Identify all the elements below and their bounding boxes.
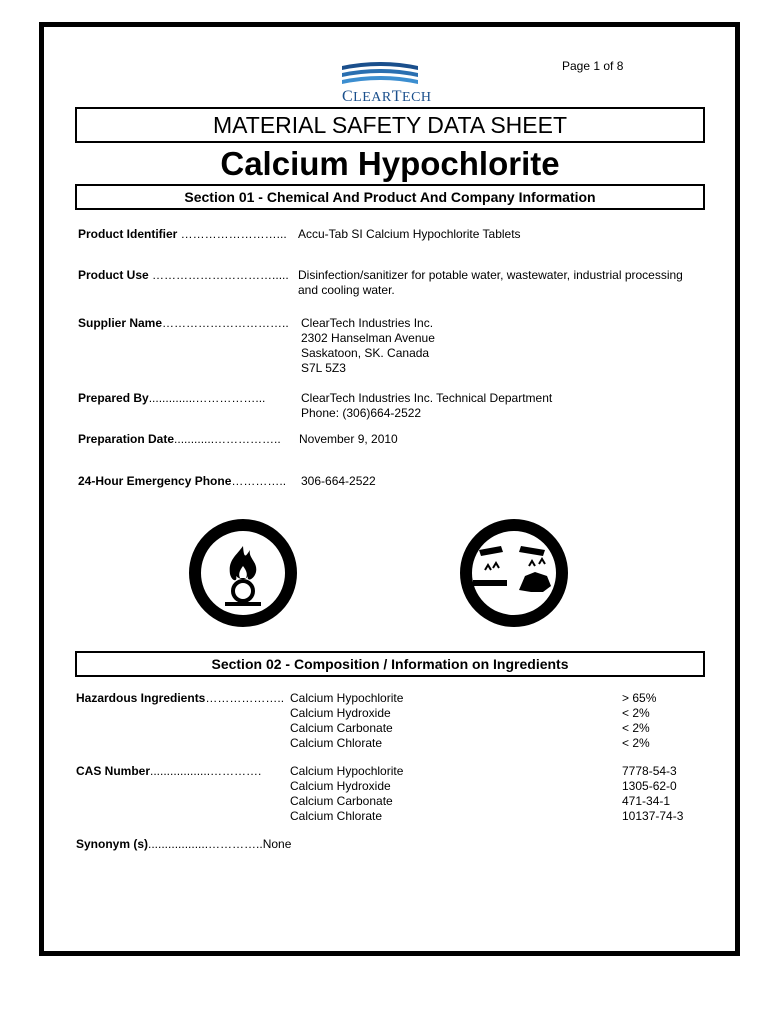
hazardous-percentages: [622, 691, 656, 751]
list-item: Calcium Chlorate: [290, 809, 383, 823]
percentage-value: > 65%: [622, 691, 657, 705]
percentage-value: < 2%: [622, 706, 650, 720]
prepared-by-label: Prepared By..............……………...: [78, 391, 266, 405]
supplier-name-label: Supplier Name…………………………..: [78, 316, 289, 330]
product-use-label: Product Use ………………………….....: [78, 268, 289, 282]
hazardous-ingredients-label: Hazardous Ingredients………………..: [76, 691, 285, 705]
cas-ingredients-list: [290, 764, 403, 824]
preparation-date-label: Preparation Date............……………..: [78, 432, 281, 446]
percentage-value: < 2%: [622, 736, 650, 750]
hazardous-ingredients-list: [290, 691, 403, 751]
list-item: Calcium Hypochlorite: [290, 691, 404, 705]
cas-value: 1305-62-0: [622, 779, 677, 793]
synonym-label: Synonym (s)..................…………..None: [76, 837, 292, 851]
page-number: Page 1 of 8: [562, 59, 624, 73]
supplier-name-value: ClearTech Industries Inc. 2302 Hanselman Avenue Saskatoon, SK. Canada S7L 5Z3: [301, 316, 435, 375]
product-title: Calcium Hypochlorite: [220, 145, 560, 182]
product-use-value: Disinfection/sanitizer for potable water, wastewater, industrial processing and cooling water.: [298, 268, 683, 297]
list-item: Calcium Chlorate: [290, 736, 383, 750]
emergency-phone-value: 306-664-2522: [301, 474, 376, 488]
list-item: Calcium Carbonate: [290, 794, 393, 808]
prepared-by-value: ClearTech Industries Inc. Technical Department Phone: (306)664-2522: [301, 391, 553, 420]
list-item: Calcium Hydroxide: [290, 706, 391, 720]
cas-number-label: CAS Number..................………….: [76, 764, 262, 778]
list-item: Calcium Carbonate: [290, 721, 393, 735]
cas-value: 471-34-1: [622, 794, 671, 808]
cas-numbers: [622, 764, 683, 824]
cas-value: 10137-74-3: [622, 809, 684, 823]
product-identifier-value: Accu-Tab SI Calcium Hypochlorite Tablets: [298, 227, 521, 241]
section-01-heading: Section 01 - Chemical And Product And Company Information: [75, 184, 705, 210]
cas-value: 7778-54-3: [622, 764, 677, 778]
document-title: MATERIAL SAFETY DATA SHEET: [75, 107, 705, 143]
section-02-heading: Section 02 - Composition / Information on Ingredients: [75, 651, 705, 677]
logo-text: CLEARTECH: [342, 88, 432, 105]
synonym-value: None: [262, 837, 292, 851]
list-item: Calcium Hydroxide: [290, 779, 391, 793]
corrosive-icon: [459, 518, 569, 628]
list-item: Calcium Hypochlorite: [290, 764, 404, 778]
product-identifier-label: Product Identifier ……………………...: [78, 227, 287, 241]
percentage-value: < 2%: [622, 721, 650, 735]
oxidizer-icon: [188, 518, 298, 628]
preparation-date-value: November 9, 2010: [299, 432, 398, 446]
emergency-phone-label: 24-Hour Emergency Phone…………..: [78, 474, 287, 488]
